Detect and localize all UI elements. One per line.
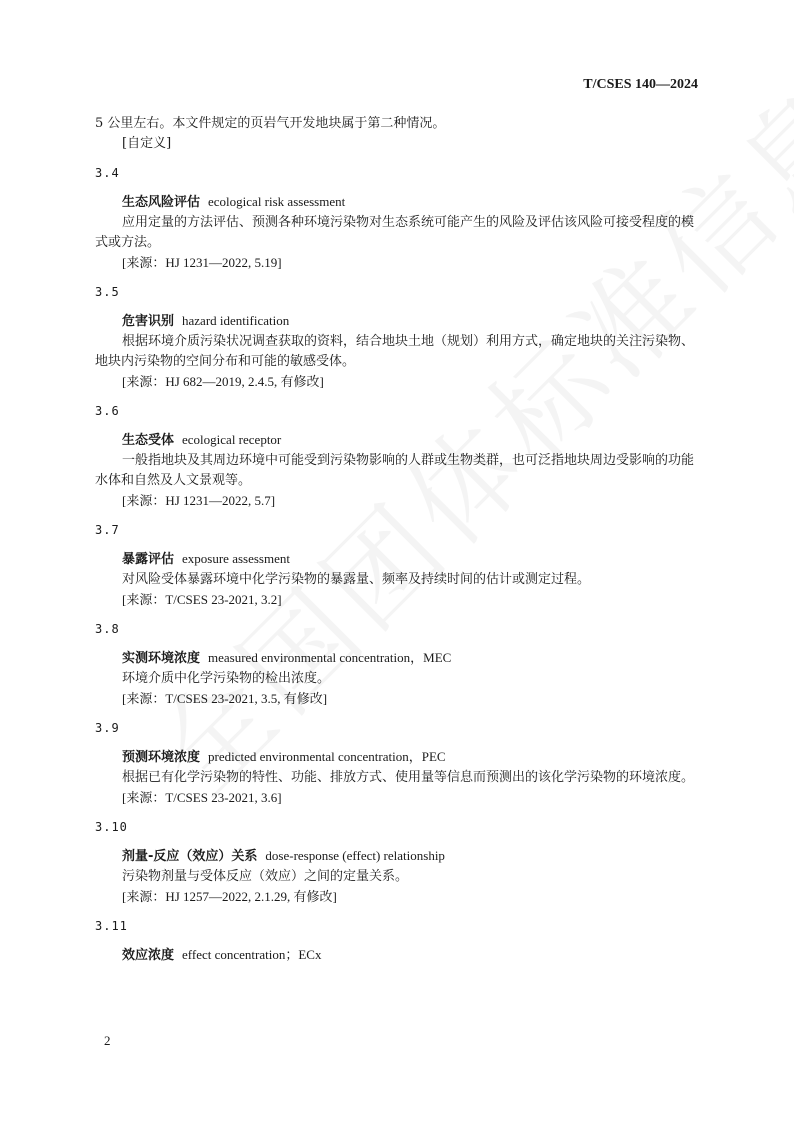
clause-number: 3.5 [95, 285, 120, 299]
term-source: [来源：T/CSES 23-2021, 3.2] [122, 592, 282, 607]
term-english: measured environmental concentration，MEC [208, 650, 452, 665]
term-source: [来源：HJ 1257—2022, 2.1.29, 有修改] [122, 889, 337, 904]
term-heading [95, 945, 699, 966]
term-heading [95, 192, 699, 213]
term-source: [来源：T/CSES 23-2021, 3.5, 有修改] [122, 691, 328, 706]
intro-note: [自定义] [122, 136, 172, 151]
term-definition: 根据已有化学污染物的特性、功能、排放方式、使用量等信息而预测出的该化学污染物的环境浓度。 [122, 770, 695, 785]
document-code: T/CSES 140—2024 [583, 77, 698, 92]
term-chinese: 剂量-反应（效应）关系 [122, 849, 258, 864]
term-entry [95, 619, 699, 709]
term-source: [来源：HJ 1231—2022, 5.19] [122, 255, 282, 270]
term-definition: 一般指地块及其周边环境中可能受到污染物影响的人群或生物类群，也可泛指地块周边受影响的功能水体和自然及人文景观等。 [95, 453, 695, 488]
page-number: 2 [104, 1033, 111, 1048]
term-chinese: 预测环境浓度 [122, 750, 201, 765]
clause-number: 3.6 [95, 404, 120, 418]
clause-number: 3.7 [95, 523, 120, 537]
term-english: effect concentration；ECx [182, 947, 322, 962]
term-heading [95, 311, 699, 332]
term-entry [95, 718, 699, 808]
term-list [95, 163, 699, 966]
term-heading [95, 430, 699, 451]
term-definition: 污染物剂量与受体反应（效应）之间的定量关系。 [122, 869, 409, 884]
term-english: ecological risk assessment [208, 194, 346, 209]
term-definition: 环境介质中化学污染物的检出浓度。 [122, 671, 331, 686]
term-english: ecological receptor [182, 432, 282, 447]
term-definition: 根据环境介质污染状况调查获取的资料，结合地块土地（规划）利用方式，确定地块的关注污染物、地块内污染物的空间分布和可能的敏感受体。 [95, 334, 695, 369]
term-chinese: 暴露评估 [122, 552, 175, 567]
intro-line: 5 公里左右。本文件规定的页岩气开发地块属于第二种情况。 [95, 116, 446, 131]
clause-number: 3.11 [95, 919, 128, 933]
term-english: dose-response (effect) relationship [265, 848, 445, 863]
term-chinese: 生态风险评估 [122, 195, 201, 210]
term-entry [95, 817, 699, 907]
term-heading [95, 549, 699, 570]
term-definition: 对风险受体暴露环境中化学污染物的暴露量、频率及持续时间的估计或测定过程。 [122, 572, 591, 587]
term-heading [95, 648, 699, 669]
clause-number: 3.9 [95, 721, 120, 735]
clause-number: 3.10 [95, 820, 128, 834]
term-entry [95, 401, 699, 511]
term-entry [95, 163, 699, 273]
term-source: [来源：T/CSES 23-2021, 3.6] [122, 790, 282, 805]
term-heading [95, 846, 699, 867]
term-english: hazard identification [182, 313, 290, 328]
term-source: [来源：HJ 682—2019, 2.4.5, 有修改] [122, 374, 324, 389]
clause-number: 3.8 [95, 622, 120, 636]
term-chinese: 实测环境浓度 [122, 651, 201, 666]
term-chinese: 生态受体 [122, 433, 175, 448]
term-entry [95, 520, 699, 610]
term-chinese: 危害识别 [122, 314, 175, 329]
term-heading [95, 747, 699, 768]
term-english: predicted environmental concentration，PEC [208, 749, 446, 764]
term-source: [来源：HJ 1231—2022, 5.7] [122, 493, 276, 508]
term-entry [95, 916, 699, 966]
term-english: exposure assessment [182, 551, 290, 566]
term-chinese: 效应浓度 [122, 948, 175, 963]
clause-number: 3.4 [95, 166, 120, 180]
term-entry [95, 282, 699, 392]
term-definition: 应用定量的方法评估、预测各种环境污染物对生态系统可能产生的风险及评估该风险可接受程度的模式或方法。 [95, 215, 695, 250]
page-content [95, 114, 699, 966]
